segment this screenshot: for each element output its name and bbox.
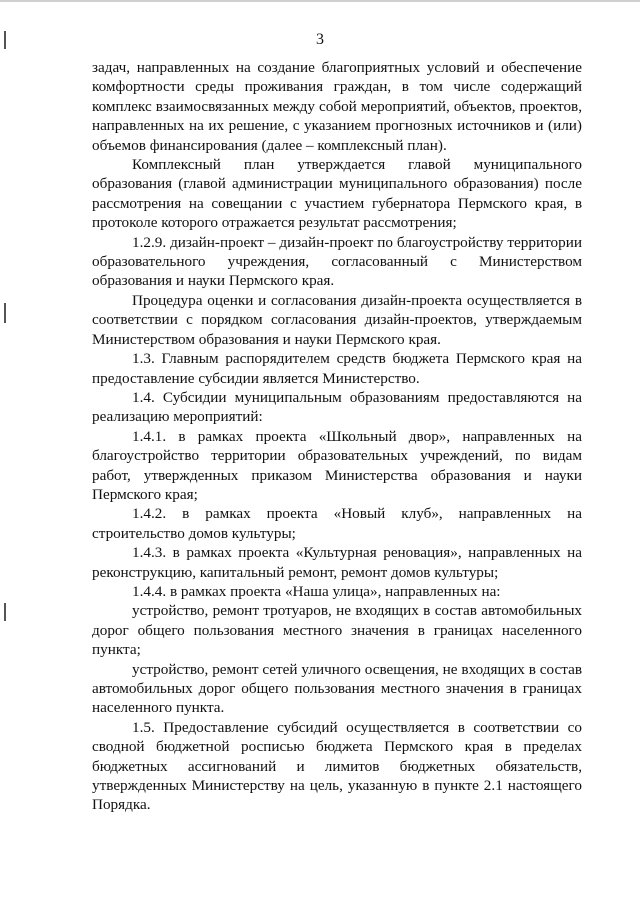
paragraph-street-lighting: устройство, ремонт сетей уличного освещения, не входящих в состав автомобильных дорог общего пользования местного значения в границах населенного пункта. — [92, 660, 582, 717]
paragraph-complex-plan-approval: Комплексный план утверждается главой муниципального образования (главой администрации муниципального образования) после рассмотрения на совещании с участием губернатора Пермского края, в протоколе которого отражается результат рассмотрения; — [92, 156, 582, 232]
paragraph-1-4: 1.4. Субсидии муниципальным образованиям предоставляются на реализацию мероприятий: — [92, 388, 582, 426]
paragraph-complex-plan-definition: задач, направленных на создание благоприятных условий и обеспечение комфортности среды проживания граждан, в том числе содержащий комплекс взаимосвязанных между собой мероприятий, объектов, проектов, направленных на их решение, с указанием прогнозных источников и (или) объемов финансирования (далее – комплексный план). — [92, 59, 582, 154]
scan-mark — [4, 303, 6, 323]
document-body — [92, 58, 582, 815]
paragraph-1-4-4: 1.4.4. в рамках проекта «Наша улица», направленных на: — [132, 582, 501, 600]
paragraph-sidewalks: устройство, ремонт тротуаров, не входящих в состав автомобильных дорог общего пользования местного значения в границах населенного пункта; — [92, 602, 582, 659]
paragraph-1-4-2: 1.4.2. в рамках проекта «Новый клуб», направленных на строительство домов культуры; — [92, 505, 582, 542]
paragraph-1-4-1: 1.4.1. в рамках проекта «Школьный двор», направленных на благоустройство территории образовательных учреждений, по видам работ, утвержденных приказом Министерства образования и науки Пермского края; — [92, 427, 582, 503]
paragraph-1-4-3: 1.4.3. в рамках проекта «Культурная реновация», направленных на реконструкцию, капитальный ремонт, ремонт домов культуры; — [92, 544, 582, 581]
scan-border — [0, 0, 640, 2]
page-number: 3 — [316, 31, 324, 48]
paragraph-1-3: 1.3. Главным распорядителем средств бюджета Пермского края на предоставление субсидии является Министерство. — [92, 350, 582, 387]
scan-mark — [4, 603, 6, 621]
paragraph-1-5: 1.5. Предоставление субсидий осуществляется в соответствии со сводной бюджетной росписью бюджета Пермского края в пределах бюджетных ассигнований и лимитов бюджетных обязательств, утвержденных Министерству на цель, указанную в пункте 2.1 настоящего Порядка. — [92, 718, 582, 814]
paragraph-design-procedure: Процедура оценки и согласования дизайн-проекта осуществляется в соответствии с порядком согласования дизайн-проектов, утверждаемым Министерством образования и науки Пермского края. — [92, 291, 582, 348]
paragraph-1-2-9: 1.2.9. дизайн-проект – дизайн-проект по благоустройству территории образовательного учреждения, согласованный с Министерством образования и науки Пермского края. — [92, 233, 582, 290]
